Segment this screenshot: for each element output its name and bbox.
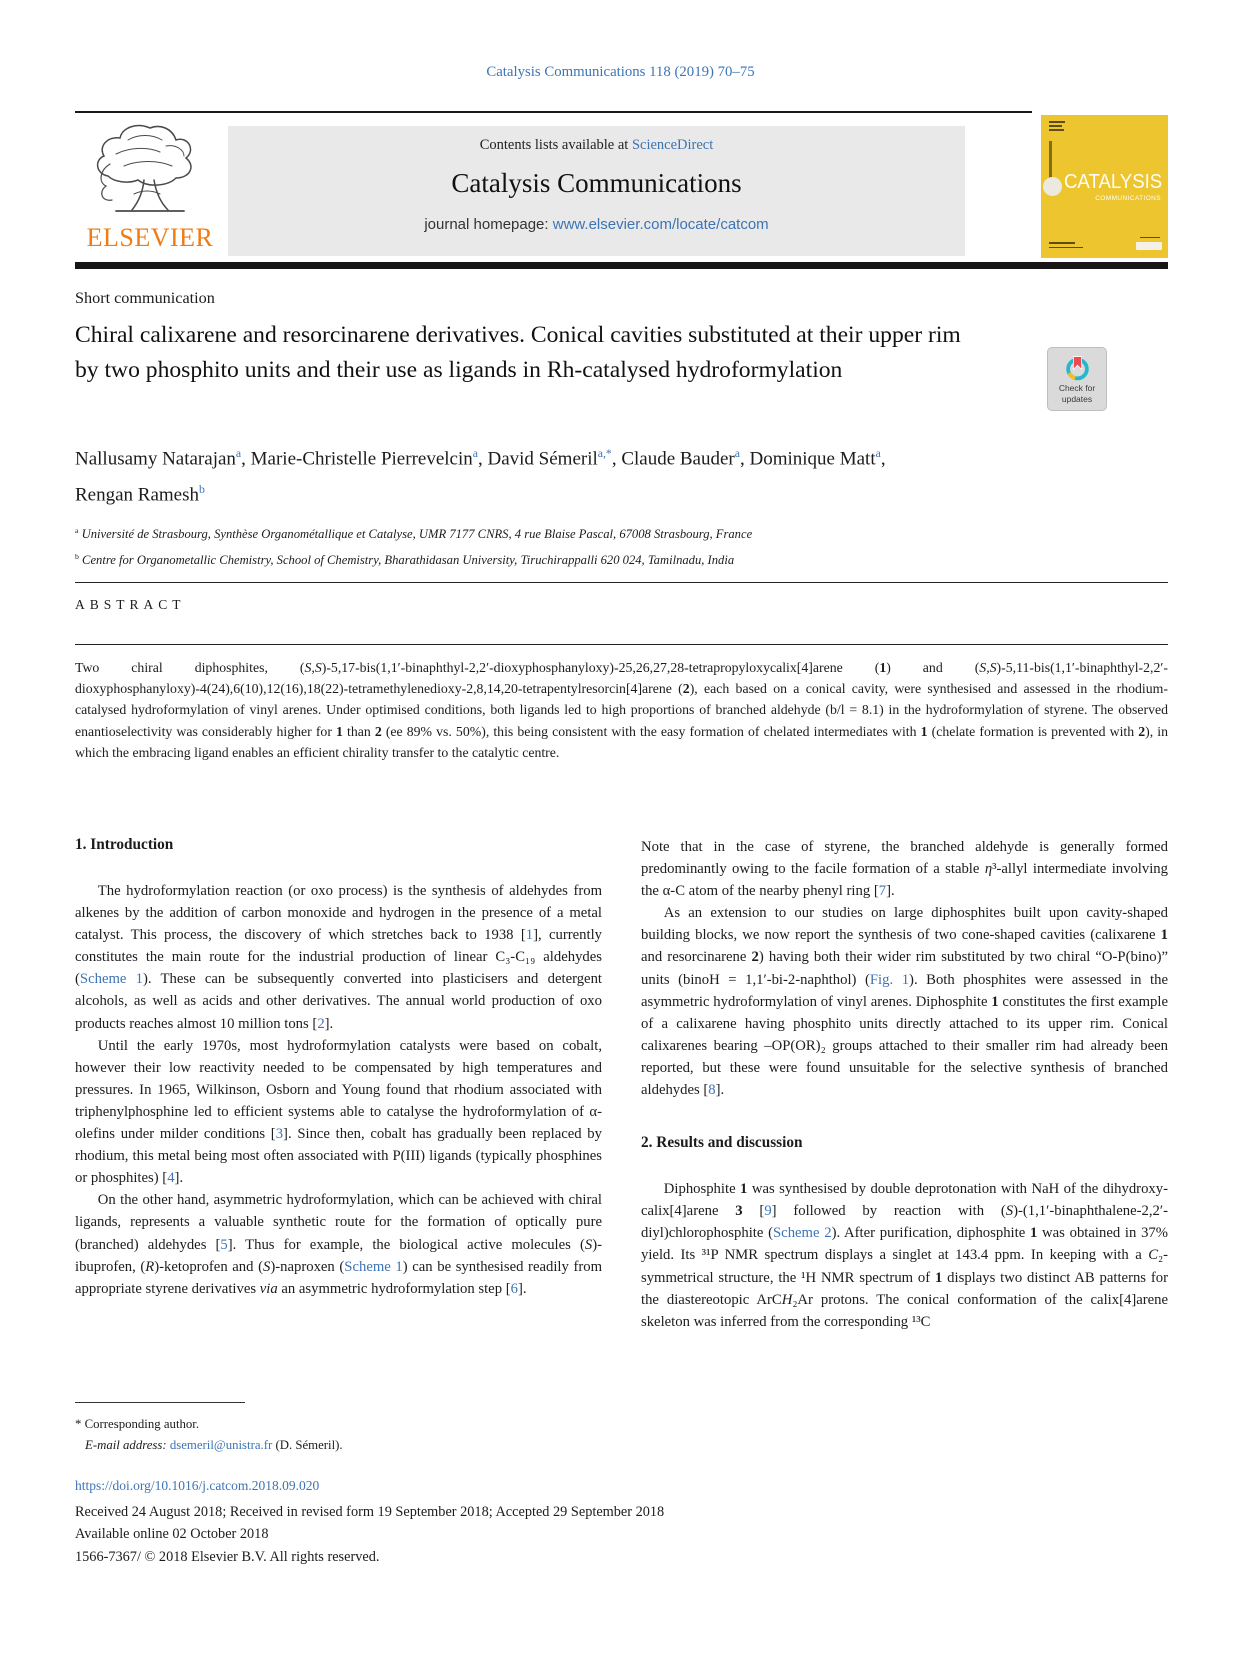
inline-link[interactable]: 7 — [878, 883, 887, 900]
inline-link[interactable]: dsemeril@unistra.fr — [169, 1438, 273, 1453]
abstract-text — [75, 657, 1168, 763]
crossmark-icon — [1064, 354, 1091, 381]
cover-masthead-decor — [1049, 121, 1065, 123]
check-updates-label: Check for updates — [1058, 383, 1096, 404]
text-run: was obtained in 37% yield. Its ³¹P NMR spectrum displays a singlet at 143.4 ppm. In keeping with a — [641, 1225, 1168, 1264]
text-run: )-(1,1′-binaphthalene-2,2′-diyl)chlorophosphite ( — [641, 1203, 1168, 1242]
text-run: S — [263, 1258, 271, 1275]
text-run: , Marie-Christelle Pierrevelcin — [241, 448, 473, 470]
journal-cover-thumbnail — [1041, 115, 1168, 258]
article-footer — [75, 1478, 1168, 1568]
text-run: [ — [742, 1203, 765, 1220]
text-run: 1 — [879, 660, 887, 675]
text-run: )-ibuprofen, ( — [75, 1236, 602, 1275]
affiliation — [75, 520, 1168, 546]
text-run: 2 — [1138, 723, 1146, 739]
cover-footer-decor — [1049, 247, 1083, 249]
text-run: displays two distinct AB patterns for the diastereotopic ArC — [641, 1269, 1168, 1308]
copyright-line: 1566-7367/ © 2018 Elsevier B.V. All rights reserved. — [75, 1548, 380, 1565]
text-run: 1 — [1029, 1225, 1038, 1242]
text-run: 1 — [336, 723, 343, 739]
text-run: ). These can be subsequently converted into plasticisers and detergent alcohols, as well as acids and other derivatives. The annual world production of oxo products reaches almost 10 million tons [ — [75, 971, 602, 1032]
body-paragraph — [641, 836, 1168, 902]
affiliation — [75, 546, 1168, 572]
text-run: Nallusamy Natarajan — [75, 448, 236, 470]
footnote-rule — [75, 1402, 245, 1403]
superscript-marker: a,* — [597, 447, 612, 460]
inline-link[interactable]: Scheme 1 — [344, 1258, 403, 1275]
text-run: )-5,17-bis(1,1′-binaphthyl-2,2′-dioxyphosphanyloxy)-25,26,27,28-tetrapropyloxycalix[4]arene ( — [321, 660, 880, 675]
corresponding-author-note: * Corresponding author. — [75, 1417, 200, 1432]
text-run: (chelate formation is prevented with — [927, 723, 1139, 739]
text-run: C — [1148, 1247, 1158, 1264]
text-run: On the other hand, asymmetric hydroformylation, which can be achieved with chiral ligands, represents a valuable synthetic route for the formation of optically pure (branched) aldehydes [ — [75, 1192, 602, 1253]
journal-title: Catalysis Communications — [451, 168, 742, 198]
text-run: The hydroformylation reaction (or oxo process) is the synthesis of aldehydes from alkenes by the addition of carbon monoxide and hydrogen in the presence of a metal catalyst. This process, the discovery of which stretches back to 1938 [ — [75, 883, 602, 944]
homepage-prefix: journal homepage: — [424, 216, 553, 233]
homepage-link[interactable]: www.elsevier.com/locate/catcom — [552, 216, 769, 233]
article-body — [75, 836, 1168, 1333]
header-divider-bar — [75, 262, 1168, 269]
left-column — [75, 836, 602, 1333]
text-run: S — [584, 1236, 593, 1253]
cover-title: CATALYSIS — [1064, 171, 1163, 193]
text-run: η — [984, 861, 993, 878]
text-run: 1 — [1160, 927, 1168, 944]
text-run: ]. — [886, 883, 895, 900]
text-run: 1 — [991, 993, 999, 1010]
cover-publisher-chip — [1136, 242, 1162, 250]
inline-link[interactable]: Scheme 2 — [773, 1225, 832, 1242]
body-paragraph — [75, 1035, 602, 1190]
text-run: Two chiral diphosphites, ( — [75, 660, 305, 675]
text-run: ]. Thus for example, the biological active molecules ( — [227, 1236, 585, 1253]
section-heading: 2. Results and discussion — [641, 1134, 803, 1152]
text-run: ), in which the embracing ligand enables an efficient chirality transfer to the catalytic centre. — [75, 723, 1168, 760]
cover-masthead-decor — [1049, 125, 1062, 127]
running-head: Catalysis Communications 118 (2019) 70–75 — [486, 64, 755, 80]
text-run: ]. Since then, cobalt has gradually been replaced by rhodium, this metal being most often associated with P(III) ligands (typically phosphines or phosphites) [ — [75, 1126, 602, 1187]
doi-link[interactable]: https://doi.org/10.1016/j.catcom.2018.09.020 — [75, 1478, 320, 1493]
journal-banner — [228, 126, 965, 256]
header-rule — [75, 111, 1032, 113]
cover-masthead-decor — [1049, 129, 1064, 131]
text-run: than — [342, 723, 375, 739]
text-run: , David Sémeril — [477, 448, 598, 470]
text-run: 3 — [735, 1203, 743, 1220]
text-run: R — [145, 1258, 155, 1275]
section-heading: 1. Introduction — [75, 836, 174, 853]
inline-link[interactable]: 1 — [525, 927, 534, 944]
text-run: ₂Ar protons. The conical conformation of the calix[4]arene skeleton was inferred from the corresponding ¹³C — [641, 1291, 1169, 1330]
text-run: ]. — [517, 1280, 527, 1297]
abstract-mid-rule — [75, 644, 1168, 645]
elsevier-tree-icon — [88, 120, 212, 220]
inline-link[interactable]: 9 — [764, 1203, 772, 1220]
elsevier-wordmark: ELSEVIER — [86, 223, 214, 252]
text-run: ] followed by reaction with ( — [771, 1203, 1006, 1220]
text-run: ), each based on a conical cavity, were synthesised and assessed in the rhodium-catalysed hydroformylation of vinyl arenes. Under optimised conditions, both ligands led to high proportions of branched aldehyde (b/l = 8.1) in the hydroformylation of styrene. The observed enantioselectivity was considerably higher for — [75, 681, 1168, 739]
cover-c-emblem — [1043, 177, 1062, 196]
text-run: , Claude Bauder — [611, 448, 735, 470]
text-run: ). Both phosphites were assessed in the asymmetric hydroformylation of vinyl arenes. Diphosphite — [641, 971, 1168, 1010]
body-paragraph — [641, 1178, 1168, 1333]
cover-subtitle: COMMUNICATIONS — [1095, 195, 1161, 202]
text-run: ]. — [324, 1015, 334, 1032]
text-run: constitutes the first example of a calixarene having phosphito units directly attached to its upper rim. Conical calixarenes bearing –OP(OR)₂ groups attached to their smaller rim had already been reported, but these were found unsuitable for the selective synthesis of branched aldehydes [ — [641, 993, 1168, 1099]
text-run: ) and ( — [886, 660, 980, 675]
body-paragraph — [75, 880, 602, 1035]
text-run: , — [739, 448, 745, 470]
inline-link[interactable]: 5 — [220, 1236, 228, 1253]
elsevier-logo — [80, 120, 220, 253]
article-title: Chiral calixarene and resorcinarene derivatives. Conical cavities substituted at their upper rim by two phosphito units and their use as ligands in Rh-catalysed hydroformylation — [75, 322, 961, 383]
text-run: Until the early 1970s, most hydroformylation catalysts were based on cobalt, however their low reactivity needed to be compensated by high temperatures and pressures. In 1965, Wilkinson, Osborn and Young found that rhodium associated with triphenylphosphine led to efficient systems able to catalyse the hydroformylation of α-olefins under milder conditions [ — [75, 1037, 602, 1143]
homepage-line — [228, 216, 965, 233]
text-run: H — [781, 1291, 793, 1308]
text-run: (ee 89% vs. 50%), this being consistent with the easy formation of chelated intermediates with — [381, 723, 921, 739]
inline-link[interactable]: 2 — [317, 1015, 325, 1032]
text-run: Diphosphite — [663, 1181, 741, 1198]
text-run: Centre for Organometallic Chemistry, School of Chemistry, Bharathidasan University, Tiruchirappalli 620 024, Tamilnadu, India — [78, 552, 735, 567]
text-run: 2 — [751, 949, 759, 966]
superscript-marker: b — [75, 551, 79, 561]
inline-link[interactable]: Scheme 1 — [79, 971, 143, 988]
cover-footer-decor — [1140, 237, 1160, 239]
text-run: and resorcinarene — [641, 949, 752, 966]
inline-link[interactable]: 4 — [167, 1170, 175, 1187]
text-run: 2 — [682, 681, 690, 697]
check-updates-badge[interactable] — [1047, 347, 1107, 411]
inline-link[interactable]: 6 — [510, 1280, 518, 1297]
text-run: 1 — [740, 1181, 748, 1198]
text-run: 2 — [374, 723, 382, 739]
superscript-marker: a — [472, 447, 478, 460]
text-run: ³-allyl intermediate involving the α-C atom of the nearby phenyl ring [ — [641, 861, 1168, 900]
email-line — [75, 1435, 615, 1456]
abstract-top-rule — [75, 582, 1168, 583]
text-run: Université de Strasbourg, Synthèse Organométallique et Catalyse, UMR 7177 CNRS, 4 rue Blaise Pascal, 67008 Strasbourg, France — [78, 527, 753, 542]
text-run: ]. — [174, 1170, 184, 1187]
received-dates: Received 24 August 2018; Received in revised form 19 September 2018; Accepted 29 September 2018 — [75, 1504, 665, 1520]
sciencedirect-link[interactable]: ScienceDirect — [631, 137, 714, 153]
text-run: Note that in the case of styrene, the branched aldehyde is generally formed predominantly owing to the facile formation of a stable — [641, 839, 1168, 878]
superscript-marker: a — [75, 526, 79, 535]
text-run: 1 — [935, 1269, 943, 1286]
text-run: E-mail address: — [85, 1438, 167, 1453]
contents-prefix: Contents lists available at — [479, 137, 632, 153]
text-run: )-5,11-bis(1,1′-binaphthyl-2,2′-dioxyphosphanyloxy)-4(24),6(10),12(16),18(22)-tetramethylenedioxy-2,8,14,20-tetrapentylresorcin[4]arene ( — [75, 660, 1168, 697]
text-run: ) having both their wider rim substituted by two chiral “O-P(bino)” units (binoH = 1,1′-bi-2-naphthol) ( — [641, 949, 1168, 988]
superscript-marker: a — [875, 447, 881, 460]
text-run: was synthesised by double deprotonation with NaH of the dihydroxy-calix[4]arene — [641, 1181, 1168, 1220]
text-run: As an extension to our studies on large diphosphites built upon cavity-shaped building blocks, we now report the synthesis of two cone-shaped cavities (calixarene — [641, 905, 1168, 944]
text-run: ). After purification, diphosphite — [831, 1225, 1030, 1242]
article-type: Short communication — [75, 289, 215, 307]
cover-footer-decor — [1049, 242, 1075, 244]
inline-link[interactable]: 3 — [275, 1126, 284, 1143]
text-run: S,S — [979, 660, 997, 675]
text-run: S,S — [304, 660, 322, 675]
text-run: ) can be synthesised readily from appropriate styrene derivatives — [75, 1258, 602, 1297]
footnote-block — [75, 1402, 615, 1456]
available-online: Available online 02 October 2018 — [75, 1526, 269, 1543]
inline-link[interactable]: 8 — [708, 1082, 716, 1099]
text-run: an asymmetric hydroformylation step [ — [277, 1280, 511, 1297]
body-paragraph — [641, 902, 1168, 1101]
text-run: Dominique Matt — [744, 448, 876, 470]
text-run: )-naproxen ( — [270, 1258, 345, 1275]
inline-link[interactable]: Fig. 1 — [869, 971, 910, 988]
text-run: via — [259, 1280, 278, 1297]
superscript-marker: a — [235, 447, 242, 460]
text-run: S — [1005, 1203, 1014, 1220]
text-run: , Rengan Ramesh — [75, 448, 886, 506]
text-run: 1 — [920, 723, 928, 739]
superscript-marker: b — [199, 483, 205, 497]
text-run: )-ketoprofen and ( — [154, 1258, 263, 1275]
body-paragraph — [75, 1189, 602, 1299]
text-run: ], currently constitutes the main route for the industrial production of linear C₃-C₁₉ aldehydes ( — [75, 927, 603, 988]
contents-line — [228, 126, 965, 154]
affiliations — [75, 520, 1168, 571]
right-column — [641, 836, 1168, 1333]
author-list — [75, 438, 935, 511]
abstract-heading: ABSTRACT — [75, 597, 186, 612]
text-run: ]. — [715, 1082, 725, 1099]
superscript-marker: a — [734, 447, 740, 460]
text-run: (D. Sémeril). — [272, 1438, 343, 1453]
text-run: ₂-symmetrical structure, the ¹H NMR spectrum of — [641, 1247, 1168, 1286]
